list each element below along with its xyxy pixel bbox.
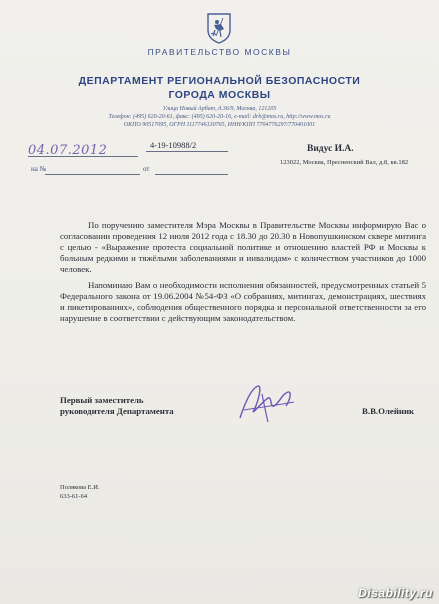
- registration-number: 4-19-10988/2: [150, 140, 197, 150]
- signer-title-line1: Первый заместитель: [60, 395, 144, 405]
- body-paragraph-2: Напоминаю Вам о необходимости исполнения обязанностей, предусмотренных статьей 5 Федерального закона от 19.06.2004 №54-ФЗ «О собраниях, митингах, демонстрациях, шествиях и пикетированиях», соблюдения общественного порядка и персональной ответственности за его нарушение в соответствии с действующим законодательством.: [60, 280, 426, 323]
- recipient-address: 123022, Москва, Пресненский Вал, д.8, кв.182: [280, 159, 409, 166]
- number-line: [146, 151, 228, 152]
- signer-name: В.В.Олейник: [362, 406, 415, 416]
- handwritten-signature: [232, 380, 300, 426]
- department-codes: ОКПО 90517095, ОГРН 1117746130765, ИНН/КПП 7704776297/770401001: [123, 122, 316, 128]
- department-name-line2: ГОРОДА МОСКВЫ: [168, 89, 271, 101]
- reference-date-line: [155, 174, 228, 175]
- executor-phone: 633-61-64: [60, 493, 88, 500]
- body-paragraph-1: По поручению заместителя Мэра Москвы в Правительстве Москвы информирую Вас о согласовании проведения 12 июля 2012 года с 18.30 до 20.30 в Новопушкинском сквере митинга с целью - «Выражение протеста социальной политике и отношению властей РФ и Москвы к больным редкими и тяжёлыми заболеваниями и инвалидам» с количеством участников до 1000 человек.: [60, 220, 426, 274]
- reference-number-label: на №: [31, 165, 47, 173]
- department-address: Улица Новый Арбат, д.36/9, Москва, 121205: [162, 106, 277, 112]
- moscow-coat-of-arms-icon: [206, 12, 232, 44]
- reference-number-line: [45, 174, 140, 175]
- executor-name: Полякова Е.И.: [60, 484, 100, 491]
- date-line: [28, 156, 138, 157]
- recipient-name: Видус И.А.: [307, 144, 354, 154]
- watermark: Disability.ru: [358, 586, 433, 600]
- government-name: ПРАВИТЕЛЬСТВО МОСКВЫ: [147, 47, 292, 57]
- department-name-line1: ДЕПАРТАМЕНТ РЕГИОНАЛЬНОЙ БЕЗОПАСНОСТИ: [78, 75, 361, 87]
- signer-title-line2: руководителя Департамента: [60, 406, 174, 416]
- department-contacts: Телефон: (495) 620-20-61, факс: (495) 620-20-16, e-mail: drb@mos.ru, http://www.mos.ru: [108, 114, 331, 120]
- handwritten-date: 04.07.2012: [28, 143, 108, 158]
- reference-date-label: от: [143, 165, 150, 173]
